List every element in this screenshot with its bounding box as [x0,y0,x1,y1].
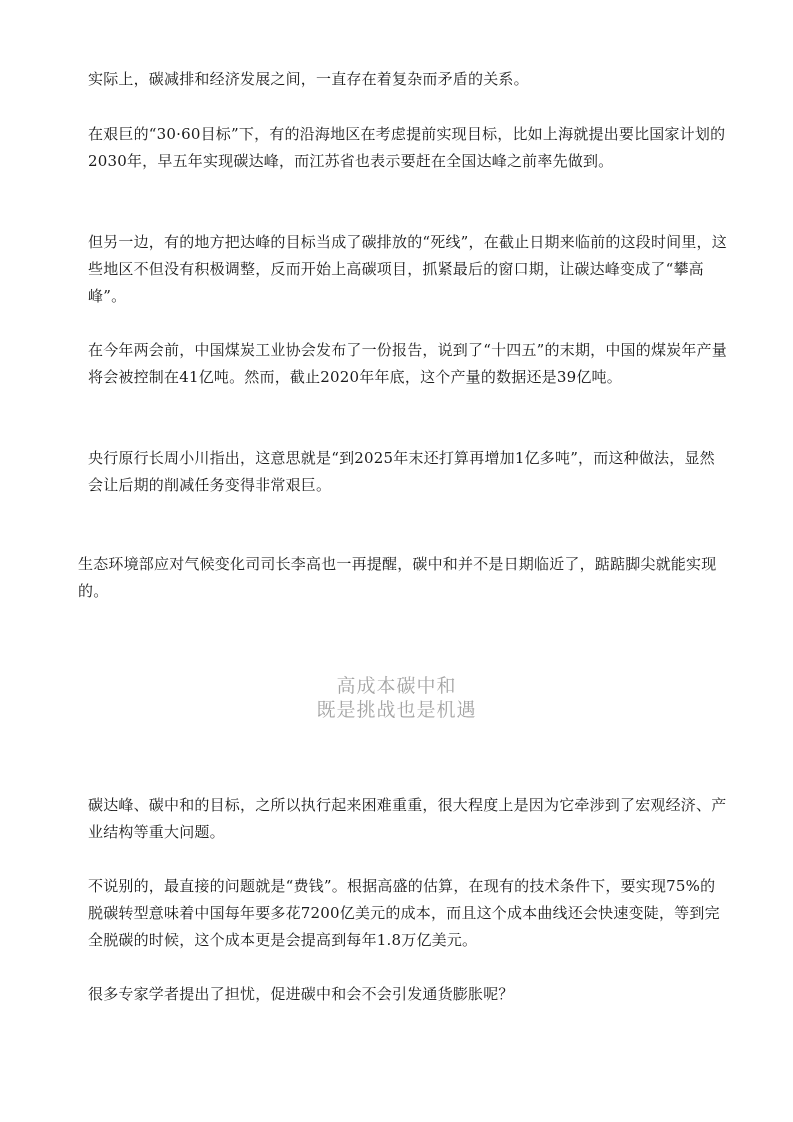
paragraph-macro-issues: 碳达峰、碳中和的目标，之所以执行起来困难重重，很大程度上是因为它牵涉到了宏观经济、产业结构等重大问题。 [88,796,727,841]
paragraph-deadline: 但另一边，有的地方把达峰的目标当成了碳排放的“死线”，在截止日期来临前的这段时间里，这些地区不但没有积极调整，反而开始上高碳项目，抓紧最后的窗口期，让碳达峰变成了“攀高峰”。 [88,233,727,305]
paragraph-li-gao: 生态环境部应对气候变化司司长李高也一再提醒，碳中和并不是日期临近了，踮踮脚尖就能实现的。 [78,555,717,600]
paragraph-intro: 实际上，碳减排和经济发展之间，一直存在着复杂而矛盾的关系。 [88,70,529,88]
paragraph-inflation: 很多专家学者提出了担忧，促进碳中和会不会引发通货膨胀呢？ [88,985,514,1003]
subtitle-line-2: 既是挑战也是机遇 [316,699,477,721]
paragraph-cost: 不说别的，最直接的问题就是“费钱”。根据高盛的估算，在现有的技术条件下，要实现75%的脱碳转型意味着中国每年要多花7200亿美元的成本，而且这个成本曲线还会快速变陡，等到完全脱碳的时候，这个成本更是会提高到每年1.8万亿美元。 [88,877,720,949]
paragraph-zhou-xiaochuan: 央行原行长周小川指出，这意思就是“到2025年末还打算再增加1亿多吨”，而这种做法，显然会让后期的削减任务变得非常艰巨。 [88,449,715,494]
section-subtitle [0,674,793,722]
paragraph-coastal-regions: 在艰巨的“30·60目标”下，有的沿海地区在考虑提前实现目标，比如上海就提出要比国家计划的2030年，早五年实现碳达峰，而江苏省也表示要赶在全国达峰之前率先做到。 [88,125,726,170]
subtitle-line-1: 高成本碳中和 [336,675,457,697]
paragraph-coal-report: 在今年两会前，中国煤炭工业协会发布了一份报告，说到了“十四五”的末期，中国的煤炭年产量将会被控制在41亿吨。然而，截止2020年年底，这个产量的数据还是39亿吨。 [88,341,727,386]
